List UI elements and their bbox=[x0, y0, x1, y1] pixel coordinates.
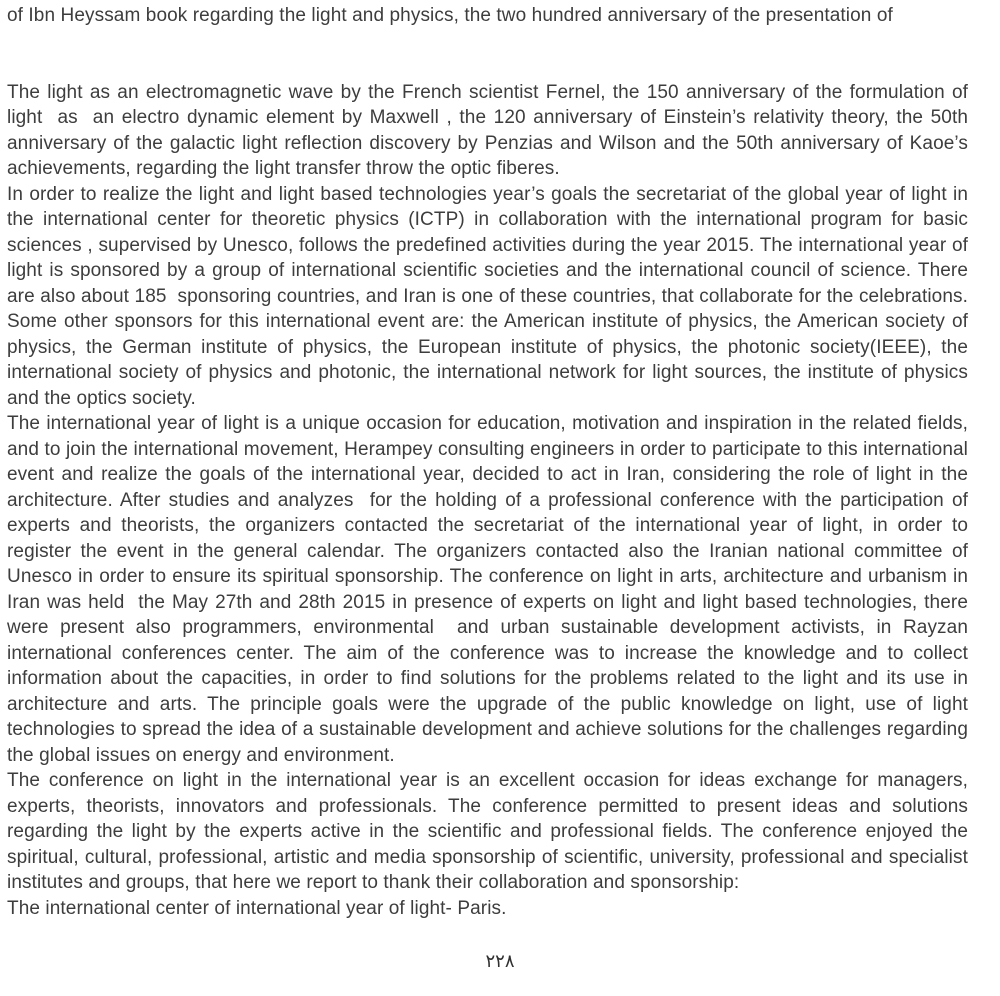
leading-line: of Ibn Heyssam book regarding the light and physics, the two hundred anniversary of the presentation of bbox=[7, 5, 893, 26]
paragraph-closing-line: The international center of international year of light- Paris. bbox=[7, 897, 507, 919]
paragraph-conference: The international year of light is a unique occasion for education, motivation and inspiration in the related fields, and to join the international movement, Herampey consulting engineers in order to participate to this international event and realize the goals of the international year, decided to act in Iran, considering the role of light in the architecture. After studies and analyzes for the holding of a professional conference with the participation of experts and theorists, the organizers contacted the secretariat of the international year of light, in order to register the event in the general calendar. The organizers contacted also the Iranian national committee of Unesco in order to ensure its spiritual sponsorship. The conference on light in arts, architecture and urbanism in Iran was held the May 27th and 28th 2015 in presence of experts on light and light based technologies, there were present also programmers, environmental and urban sustainable development activists, in Rayzan international conferences center. The aim of the conference was to increase the knowledge and to collect information about the capacities, in order to find solutions for the problems related to the light and its use in architecture and arts. The principle goals were the upgrade of the public knowledge on light, use of light technologies to spread the idea of a sustainable development and achieve solutions for the challenges regarding the global issues on energy and environment. bbox=[7, 413, 974, 766]
paragraph-anniversaries: The light as an electromagnetic wave by the French scientist Fernel, the 150 anniversary of the formulation of light as an electro dynamic element by Maxwell , the 120 anniversary of Einstein’s relativity theory, the 50th anniversary of the galactic light reflection discovery by Penzias and Wilson and the 50th anniversary of Kaoe’s achievements, regarding the light transfer throw the optic fiberes. bbox=[7, 81, 974, 179]
paragraph-occasion: The conference on light in the international year is an excellent occasion for ideas exchange for managers, experts, theorists, innovators and professionals. The conference permitted to present ideas and solutions regarding the light by the experts active in the scientific and professional fields. The conference enjoyed the spiritual, cultural, professional, artistic and media sponsorship of scientific, university, professional and specialist institutes and groups, that here we report to thank their collaboration and sponsorship: bbox=[7, 770, 974, 893]
page-number: ۲۲۸ bbox=[485, 951, 515, 972]
body-text bbox=[7, 3, 974, 921]
paragraph-sponsors: In order to realize the light and light based technologies year’s goals the secretariat of the global year of light in the international center for theoretic physics (ICTP) in collaboration with the international program for basic sciences , supervised by Unesco, follows the predefined activities during the year 2015. The international year of light is sponsored by a group of international scientific societies and the international council of science. There are also about 185 sponsoring countries, and Iran is one of these countries, that collaborate for the celebrations. Some other sponsors for this international event are: the American institute of physics, the American society of physics, the German institute of physics, the European institute of physics, the photonic society(IEEE), the international society of physics and photonic, the international network for light sources, the institute of physics and the optics society. bbox=[7, 183, 974, 409]
